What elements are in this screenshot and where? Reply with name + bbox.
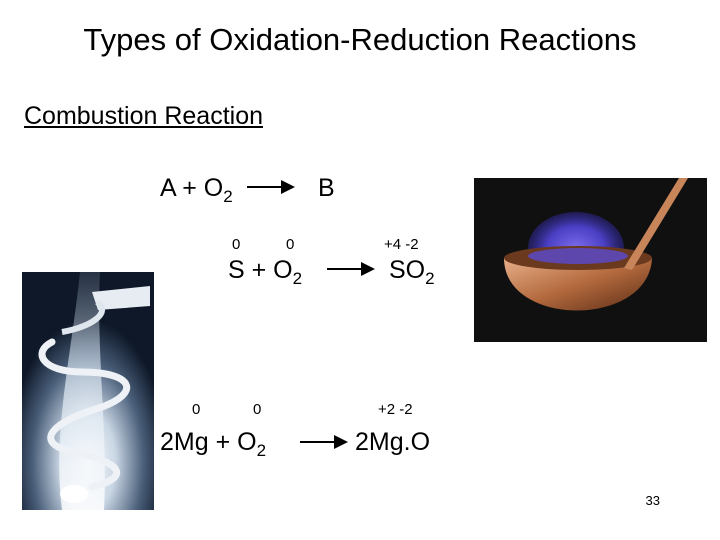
ox-state-mg: 0: [192, 401, 201, 418]
magnesium-reaction-arrow: [300, 441, 346, 443]
ox-state-s: 0: [232, 236, 241, 253]
sulfur-burning-in-spoon-photo: [474, 178, 707, 342]
sulfur-product: $SO_2$: [389, 256, 435, 288]
general-reaction-arrow: [247, 186, 293, 188]
general-reactants: $A + O_2$: [160, 174, 233, 206]
ox-state-so2: +4 -2: [384, 236, 419, 253]
sulfur-reaction-arrow: [327, 268, 373, 270]
general-product: B: [318, 174, 335, 202]
magnesium-reactants: $2Mg + O_2$: [160, 428, 267, 460]
magnesium-product: 2Mg.O: [355, 428, 431, 456]
ox-state-mgo: +2 -2: [378, 401, 413, 418]
section-heading: Combustion Reaction: [24, 102, 264, 130]
ox-state-o2-mg: 0: [253, 401, 262, 418]
slide-title: Types of Oxidation-Reduction Reactions: [83, 22, 637, 57]
page-number: 33: [645, 493, 660, 508]
burning-magnesium-ribbon-photo: [22, 272, 154, 510]
sulfur-reactants: $S + O_2$: [228, 256, 303, 288]
ox-state-o2: 0: [286, 236, 295, 253]
